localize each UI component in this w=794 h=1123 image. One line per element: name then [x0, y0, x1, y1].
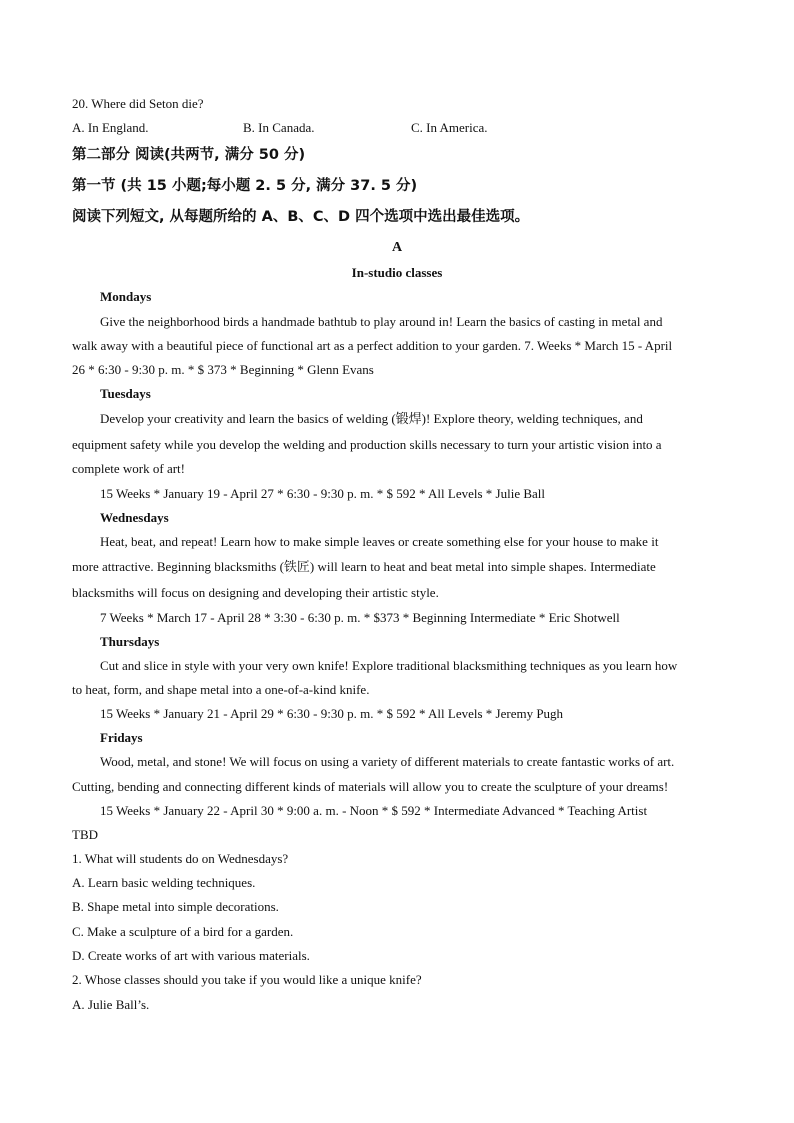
passage-letter: A [391, 240, 403, 255]
q1-option-b: B. Shape metal into simple decorations. [72, 899, 279, 914]
question-2: 2. Whose classes should you take if you would like a unique knife? [72, 972, 422, 987]
q1-option-d: D. Create works of art with various materials. [72, 948, 310, 963]
q20-option-b: B. In Canada. [243, 120, 315, 135]
q1-option-c: C. Make a sculpture of a bird for a garden. [72, 924, 294, 939]
thursdays-line-2: to heat, form, and shape metal into a one-of-a-kind knife. [72, 682, 370, 697]
question-1: 1. What will students do on Wednesdays? [72, 851, 289, 866]
question-20: 20. Where did Seton die? [72, 96, 204, 111]
day-heading-tuesdays: Tuesdays [100, 386, 151, 401]
fridays-line-1: Wood, metal, and stone! We will focus on using a variety of different materials to create fantastic works of art. [100, 754, 675, 769]
thursdays-line-1: Cut and slice in style with your very own knife! Explore traditional blacksmithing techniques as you learn how [100, 658, 678, 673]
q2-option-a: A. Julie Ball’s. [72, 997, 150, 1012]
tuesdays-line-2: equipment safety while you develop the welding and production skills necessary to turn your artistic vision into a [72, 437, 662, 452]
day-heading-fridays: Fridays [100, 730, 143, 745]
fridays-line-2: Cutting, bending and connecting different kinds of materials will allow you to create the sculpture of your dreams! [72, 779, 669, 794]
part2-heading: 第二部分 阅读(共两节, 满分 50 分) [72, 147, 306, 163]
wednesdays-line-1: Heat, beat, and repeat! Learn how to make simple leaves or create something else for your house to make it [100, 534, 659, 549]
day-heading-mondays: Mondays [100, 289, 152, 304]
q1-option-a: A. Learn basic welding techniques. [72, 875, 256, 890]
fridays-info: 15 Weeks * January 22 - April 30 * 9:00 a. m. - Noon * $ 592 * Intermediate Advanced * Teaching Artist [100, 803, 648, 818]
wednesdays-info: 7 Weeks * March 17 - April 28 * 3:30 - 6:30 p. m. * $373 * Beginning Intermediate * Eric Shotwell [100, 610, 620, 625]
mondays-line-1: Give the neighborhood birds a handmade bathtub to play around in! Learn the basics of casting in metal and [100, 314, 663, 329]
instruction: 阅读下列短文, 从每题所给的 A、B、C、D 四个选项中选出最佳选项。 [72, 209, 530, 225]
q20-option-c: C. In America. [411, 120, 488, 135]
section1-heading: 第一节 (共 15 小题;每小题 2. 5 分, 满分 37. 5 分) [72, 178, 418, 194]
tuesdays-line-3: complete work of art! [72, 461, 185, 476]
mondays-line-3: 26 * 6:30 - 9:30 p. m. * $ 373 * Beginning * Glenn Evans [72, 362, 374, 377]
day-heading-thursdays: Thursdays [100, 634, 160, 649]
wednesdays-line-2: more attractive. Beginning blacksmiths (铁匠) will learn to heat and beat metal into simple shapes. Intermediate [72, 559, 656, 574]
wednesdays-line-3: blacksmiths will focus on designing and developing their artistic style. [72, 585, 439, 600]
fridays-info-cont: TBD [72, 827, 98, 842]
tuesdays-line-1: Develop your creativity and learn the basics of welding (锻焊)! Explore theory, welding techniques, and [100, 411, 643, 426]
q20-option-a: A. In England. [72, 120, 149, 135]
mondays-line-2: walk away with a beautiful piece of functional art as a perfect addition to your garden. 7. Weeks * March 15 - April [72, 338, 673, 353]
thursdays-info: 15 Weeks * January 21 - April 29 * 6:30 - 9:30 p. m. * $ 592 * All Levels * Jeremy Pugh [100, 706, 564, 721]
passage-title: In-studio classes [351, 265, 443, 280]
tuesdays-info: 15 Weeks * January 19 - April 27 * 6:30 - 9:30 p. m. * $ 592 * All Levels * Julie Ball [100, 486, 546, 501]
day-heading-wednesdays: Wednesdays [100, 510, 169, 525]
